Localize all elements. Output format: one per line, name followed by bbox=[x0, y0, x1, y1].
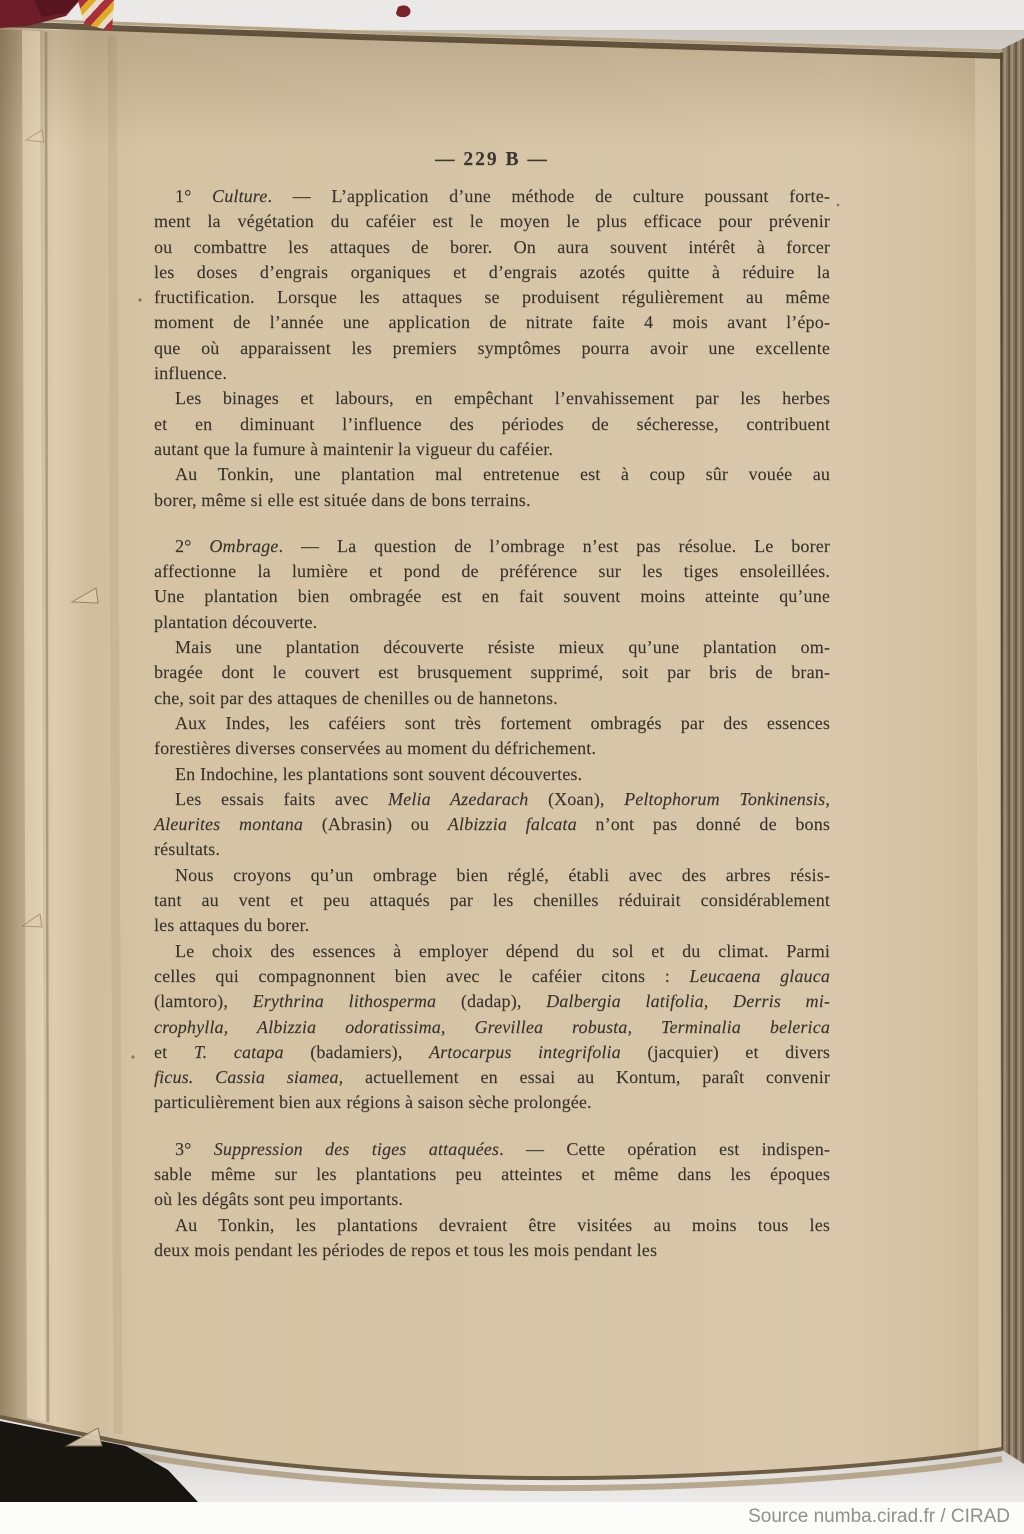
text-line: 2° Ombrage. — La question de l’ombrage n’est pas résolue. Le borer bbox=[175, 535, 831, 556]
paragraph bbox=[154, 1137, 830, 1213]
text-line: où les dégâts sont peu importants. bbox=[154, 1189, 404, 1210]
paragraph bbox=[154, 787, 830, 863]
text-line: En Indochine, les plantations sont souvent découvertes. bbox=[175, 763, 583, 784]
paragraph bbox=[154, 762, 830, 787]
paragraph bbox=[154, 462, 830, 513]
text-line: bragée dont le couvert est brusquement supprimé, soit par bris de bran- bbox=[154, 662, 830, 683]
text-line: Mais une plantation découverte résiste mieux qu’une plantation om- bbox=[175, 637, 830, 658]
text-line: Les essais faits avec Melia Azedarach (Xoan), Peltophorum Tonkinensis, bbox=[175, 788, 830, 809]
page-text bbox=[154, 149, 830, 1263]
fore-edge-pages bbox=[1000, 38, 1024, 1464]
text-line: Au Tonkin, une plantation mal entretenue est à coup sûr vouée au bbox=[175, 464, 830, 485]
text-line: crophylla, Albizzia odoratissima, Grevillea robusta, Terminalia belerica bbox=[154, 1016, 830, 1037]
text-line: Au Tonkin, les plantations devraient être visitées au moins tous les bbox=[175, 1214, 830, 1235]
text-line: che, soit par des attaques de chenilles ou de hannetons. bbox=[154, 687, 558, 708]
paragraph bbox=[154, 939, 830, 1116]
text-line: influence. bbox=[154, 363, 227, 384]
paragraph bbox=[154, 863, 830, 939]
text-line: Le choix des essences à employer dépend du sol et du climat. Parmi bbox=[175, 940, 830, 961]
text-line: 1° Culture. — L’application d’une méthode de culture poussant forte- bbox=[175, 186, 830, 206]
text-line: autant que la fumure à maintenir la vigueur du caféier. bbox=[154, 438, 554, 459]
paragraph bbox=[154, 711, 830, 762]
paragraph bbox=[154, 534, 830, 635]
text-line: et en diminuant l’influence des périodes de sécheresse, contribuent bbox=[154, 413, 830, 434]
text-line: forestières diverses conservées au moment du défrichement. bbox=[154, 738, 597, 759]
text-line: les attaques du borer. bbox=[154, 915, 310, 936]
text-line: et T. catapa (badamiers), Artocarpus integrifolia (jacquier) et divers bbox=[154, 1041, 831, 1062]
text-line: 3° Suppression des tiges attaquées. — Cette opération est indispen- bbox=[175, 1138, 830, 1159]
text-line: plantation découverte. bbox=[154, 611, 318, 632]
text-line: ou combattre les attaques de borer. On aura souvent intérêt à forcer bbox=[154, 236, 830, 257]
page-number: — 229 B — bbox=[435, 149, 549, 170]
text-line: ficus. Cassia siamea, actuellement en essai au Kontum, paraît convenir bbox=[154, 1067, 830, 1088]
red-speck bbox=[396, 5, 410, 17]
text-line: (lamtoro), Erythrina lithosperma (dadap), Dalbergia latifolia, Derris mi- bbox=[154, 991, 831, 1012]
paragraph bbox=[154, 184, 830, 386]
paragraph bbox=[154, 1213, 830, 1264]
text-line: deux mois pendant les périodes de repos et tous les mois pendant les bbox=[154, 1239, 658, 1260]
text-line: Une plantation bien ombragée est en fait souvent moins atteinte qu’une bbox=[154, 586, 830, 607]
text-line: Aleurites montana (Abrasin) ou Albizzia falcata n’ont pas donné de bons bbox=[154, 814, 831, 835]
text-line: borer, même si elle est située dans de bons terrains. bbox=[154, 489, 531, 510]
text-line: celles qui compagnonnent bien avec le caféier citons : Leucaena glauca bbox=[154, 965, 830, 986]
text-line: Aux Indes, les caféiers sont très fortement ombragés par des essences bbox=[175, 712, 830, 733]
text-line: les doses d’engrais organiques et d’engrais azotés quitte à réduire la bbox=[154, 261, 830, 282]
text-line: Les binages et labours, en empêchant l’envahissement par les herbes bbox=[175, 388, 830, 409]
paragraph bbox=[154, 386, 830, 462]
source-attribution: Source numba.cirad.fr / CIRAD bbox=[748, 1506, 1010, 1527]
text-line: résultats. bbox=[154, 839, 220, 860]
text-line: moment de l’année une application de nitrate faite 4 mois avant l’épo- bbox=[154, 312, 830, 333]
text-line: affectionne la lumière et pond de préférence sur les tiges ensoleillées. bbox=[154, 561, 830, 582]
text-line: particulièrement bien aux régions à saison sèche prolongée. bbox=[154, 1092, 592, 1113]
paragraph bbox=[154, 635, 830, 711]
text-line: ment la végétation du caféier est le moyen le plus efficace pour prévenir bbox=[154, 211, 830, 232]
text-line: Nous croyons qu’un ombrage bien réglé, établi avec des arbres résis- bbox=[175, 864, 830, 885]
text-line: tant au vent et peu attaqués par les chenilles réduirait considérablement bbox=[154, 890, 830, 911]
text-line: fructification. Lorsque les attaques se produisent régulièrement au même bbox=[154, 287, 830, 308]
text-line: que où apparaissent les premiers symptômes pourra avoir une excellente bbox=[154, 337, 830, 358]
text-line: sable même sur les plantations peu atteintes et même dans les époques bbox=[154, 1163, 830, 1184]
page-paragraphs bbox=[154, 184, 830, 1263]
